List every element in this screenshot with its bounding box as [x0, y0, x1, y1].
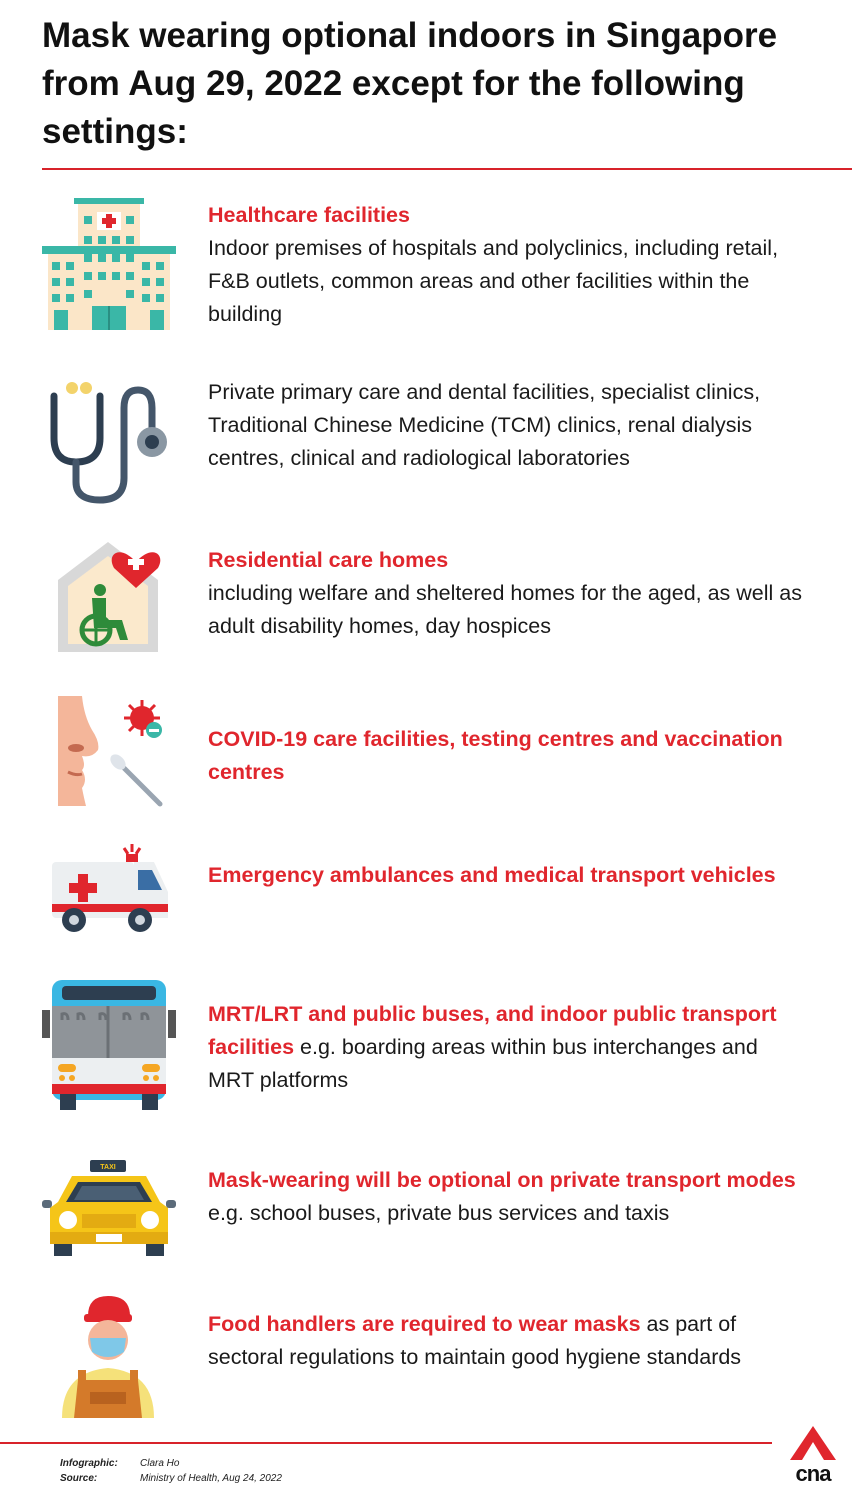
food-handler-icon: [42, 1296, 176, 1418]
item-highlight: Residential care homes: [208, 548, 449, 572]
page-title: Mask wearing optional indoors in Singapore from Aug 29, 2022 except for the following settings:: [42, 16, 778, 151]
item-highlight: Mask-wearing will be optional on private transport modes: [208, 1168, 796, 1192]
item-text: [208, 859, 808, 892]
hospital-icon: [42, 196, 176, 332]
credits: [60, 1456, 282, 1486]
logo-text: cna: [795, 1461, 831, 1486]
item-text: [208, 376, 808, 475]
ambulance-icon: [42, 844, 176, 934]
item-body: Indoor premises of hospitals and polyclinics, including retail, F&B outlets, common areas and other facilities within the building: [208, 236, 779, 326]
item-text: [208, 998, 808, 1097]
item-body: Private primary care and dental facilities, specialist clinics, Traditional Chinese Medicine (TCM) clinics, renal dialysis centres, clinical and radiological laboratories: [208, 380, 761, 470]
credit-label: Infographic:: [60, 1458, 118, 1469]
item-text: [208, 1308, 808, 1374]
stethoscope-icon: [42, 378, 176, 504]
taxi-sign-text: TAXI: [100, 1164, 116, 1171]
credit-value: Clara Ho: [140, 1458, 180, 1469]
bus-icon: [42, 980, 176, 1114]
item-highlight: Food handlers are required to wear masks: [208, 1312, 641, 1336]
credit-label: Source:: [60, 1473, 98, 1484]
taxi-icon: [42, 1160, 176, 1256]
title-divider: [42, 168, 852, 170]
item-highlight: MRT/LRT and public buses, and indoor public transport facilities: [208, 1002, 777, 1059]
item-body: e.g. school buses, private bus services and taxis: [208, 1201, 670, 1225]
credit-value: Ministry of Health, Aug 24, 2022: [140, 1473, 282, 1484]
credit-source: [60, 1471, 282, 1486]
item-text: [208, 199, 808, 331]
item-text: [208, 1164, 808, 1230]
item-body: including welfare and sheltered homes for the aged, as well as adult disability homes, day hospices: [208, 581, 802, 638]
footer-divider: [0, 1442, 772, 1444]
item-highlight: COVID-19 care facilities, testing centres and vaccination centres: [208, 727, 783, 784]
item-text: [208, 723, 808, 789]
credit-infographic: [60, 1456, 282, 1471]
item-body: e.g. boarding areas within bus interchanges and MRT platforms: [208, 1035, 758, 1092]
item-text: [208, 544, 808, 643]
item-body: as part of sectoral regulations to maintain good hygiene standards: [208, 1312, 742, 1369]
care-home-icon: [42, 536, 176, 654]
item-highlight: Emergency ambulances and medical transport vehicles: [208, 863, 776, 887]
item-highlight: Healthcare facilities: [208, 203, 410, 227]
nasal-swab-icon: [42, 696, 176, 808]
